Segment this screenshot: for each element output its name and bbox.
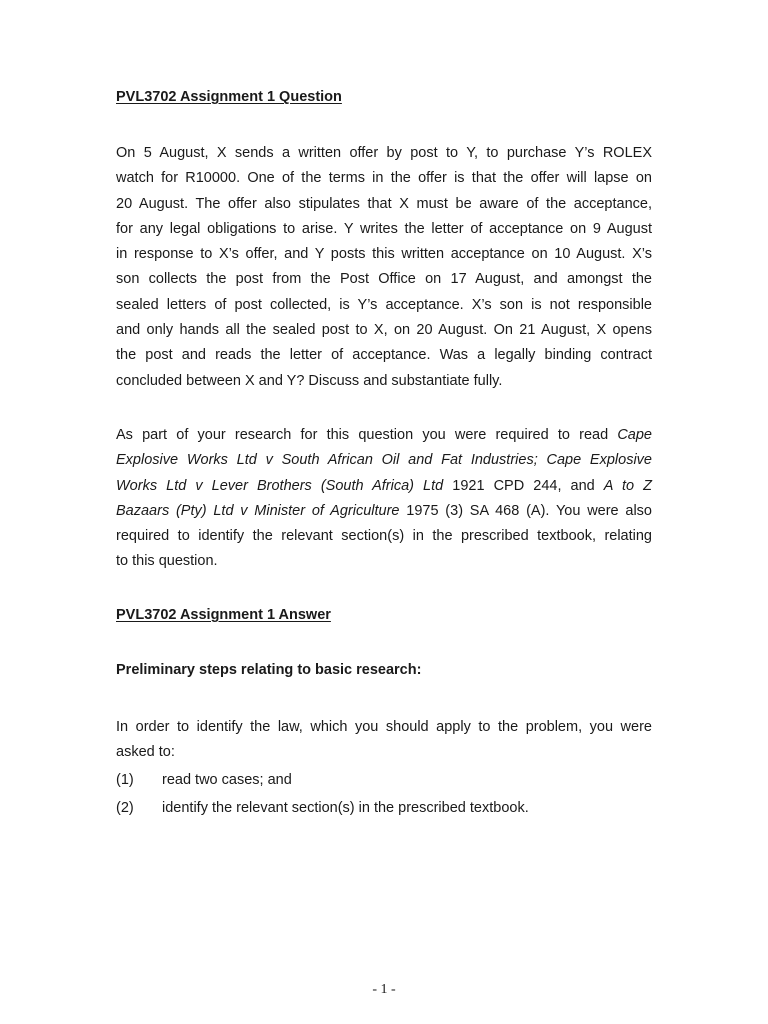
list-item <box>116 794 652 822</box>
case-name: Works Ltd v Lever Brothers (South Africa) Ltd <box>116 477 444 494</box>
research-text: required to identify the relevant section(s) in the prescribed textbook, relating <box>116 528 652 545</box>
question-line: sealed letters of post collected, is Y’s acceptance. X’s son is not responsible <box>116 296 652 313</box>
case-name: Explosive Works Ltd v South African Oil and Fat Industries; Cape Explosive <box>116 452 652 469</box>
research-line <box>116 448 652 473</box>
list-text: read two cases; and <box>162 772 292 788</box>
research-text: to this question. <box>116 553 218 570</box>
question-line: and only hands all the sealed post to X, on 20 August. On 21 August, X opens <box>116 322 652 339</box>
intro-paragraph <box>116 715 652 766</box>
research-paragraph <box>116 423 652 575</box>
question-heading: PVL3702 Assignment 1 Question <box>116 89 342 105</box>
preliminary-heading: Preliminary steps relating to basic research: <box>116 662 422 678</box>
research-line <box>116 474 652 499</box>
answer-heading: PVL3702 Assignment 1 Answer <box>116 607 331 623</box>
question-line: son collects the post from the Post Office on 17 August, and amongst the <box>116 271 652 288</box>
question-line: concluded between X and Y? Discuss and substantiate fully. <box>116 372 503 389</box>
question-line: for any legal obligations to arise. Y writes the letter of acceptance on 9 August <box>116 220 652 237</box>
page-number: - 1 - <box>372 982 396 997</box>
intro-line: In order to identify the law, which you should apply to the problem, you were <box>116 719 652 735</box>
question-line: watch for R10000. One of the terms in the offer is that the offer will lapse on <box>116 170 652 187</box>
case-name: Cape <box>617 427 652 443</box>
case-name: Bazaars (Pty) Ltd v Minister of Agriculture <box>116 502 400 519</box>
research-text: As part of your research for this question you were required to read <box>116 427 609 443</box>
research-line <box>116 524 652 549</box>
case-name: A to Z <box>603 477 652 494</box>
research-line <box>116 423 652 448</box>
citation: 1921 CPD 244, and <box>452 477 595 494</box>
intro-line: asked to: <box>116 744 175 761</box>
question-line: the post and reads the letter of acceptance. Was a legally binding contract <box>116 347 652 364</box>
question-line: On 5 August, X sends a written offer by post to Y, to purchase Y’s ROLEX <box>116 145 652 161</box>
research-line <box>116 499 652 524</box>
research-line <box>116 549 652 574</box>
list-item <box>116 766 652 794</box>
list-number: (2) <box>116 800 134 816</box>
list-text: identify the relevant section(s) in the prescribed textbook. <box>162 800 529 816</box>
list-number: (1) <box>116 772 134 788</box>
question-line: 20 August. The offer also stipulates that X must be aware of the acceptance, <box>116 195 652 212</box>
steps-list <box>116 766 652 822</box>
citation: 1975 (3) SA 468 (A). You were also <box>406 502 652 519</box>
question-paragraph <box>116 141 652 394</box>
question-line: in response to X’s offer, and Y posts this written acceptance on 10 August. X’s <box>116 246 652 263</box>
